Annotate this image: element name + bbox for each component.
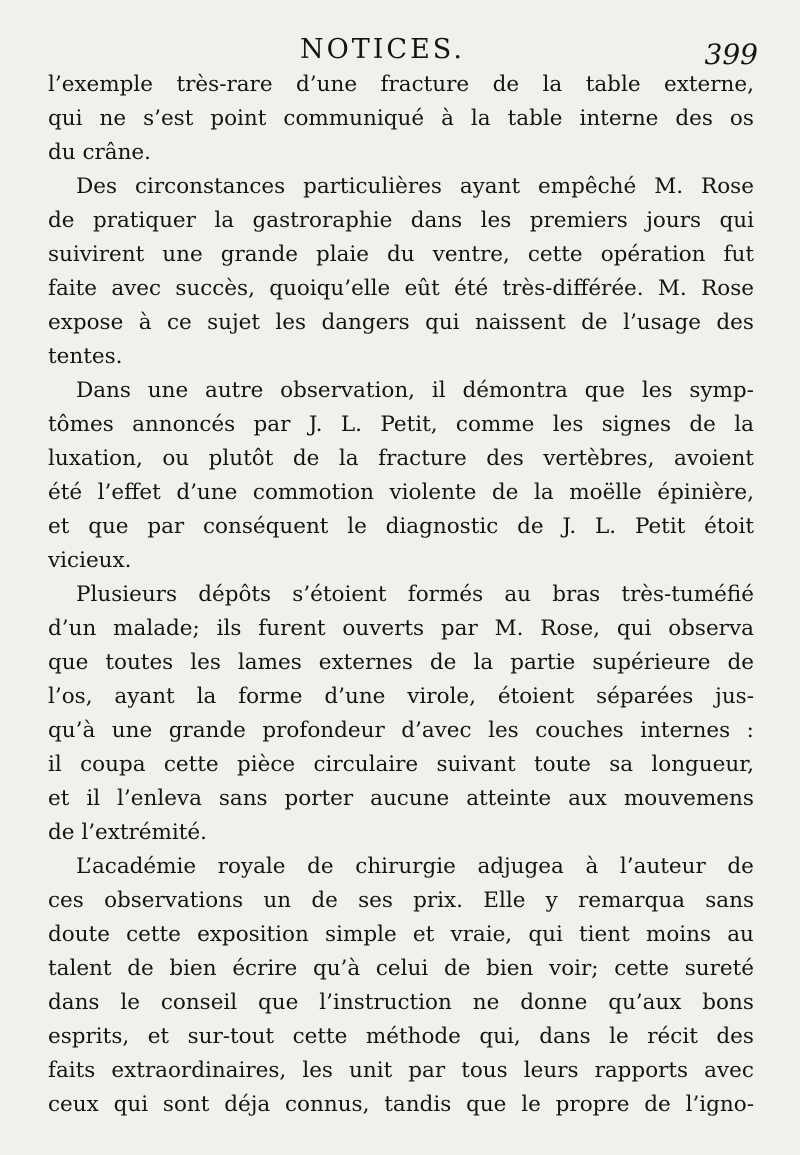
text-line: et il l’enleva sans porter aucune atteinte aux mouvemens [48, 786, 754, 811]
text-line: l’os, ayant la forme d’une virole, étoient séparées jus- [48, 684, 754, 709]
text-line: l’exemple très-rare d’une fracture de la table externe, [48, 72, 754, 97]
text-line: ceux qui sont déja connus, tandis que le propre de l’igno- [48, 1092, 754, 1117]
text-line: d’un malade; ils furent ouverts par M. Rose, qui observa [48, 616, 754, 641]
text-line: suivirent une grande plaie du ventre, cette opération fut [48, 242, 754, 267]
text-line: du crâne. [48, 140, 151, 165]
text-line: talent de bien écrire qu’à celui de bien voir; cette sureté [48, 956, 754, 981]
text-line: et que par conséquent le diagnostic de J. L. Petit étoit [48, 514, 754, 539]
text-line: L’académie royale de chirurgie adjugea à l’auteur de [76, 854, 754, 879]
text-line: faits extraordinaires, les unit par tous leurs rapports avec [48, 1058, 754, 1083]
text-line: expose à ce sujet les dangers qui naissent de l’usage des [48, 310, 754, 335]
text-line: Des circonstances particulières ayant empêché M. Rose [76, 174, 754, 199]
body-text [48, 68, 754, 1122]
text-line: tômes annoncés par J. L. Petit, comme les signes de la [48, 412, 754, 437]
text-line: dans le conseil que l’instruction ne donne qu’aux bons [48, 990, 754, 1015]
text-line: été l’effet d’une commotion violente de la moëlle épinière, [48, 480, 754, 505]
text-line: ces observations un de ses prix. Elle y remarqua sans [48, 888, 754, 913]
text-line: tentes. [48, 344, 123, 369]
text-line: doute cette exposition simple et vraie, qui tient moins au [48, 922, 754, 947]
page-number: 399 [704, 38, 758, 71]
text-line: qui ne s’est point communiqué à la table interne des os [48, 106, 754, 131]
text-line: Dans une autre observation, il démontra que les symp- [76, 378, 754, 403]
running-title: NOTICES. [300, 34, 465, 65]
text-line: Plusieurs dépôts s’étoient formés au bras très-tuméfié [76, 582, 754, 607]
text-line: que toutes les lames externes de la partie supérieure de [48, 650, 754, 675]
text-line: de l’extrémité. [48, 820, 207, 845]
text-line: qu’à une grande profondeur d’avec les couches internes : [48, 718, 754, 743]
text-line: il coupa cette pièce circulaire suivant toute sa longueur, [48, 752, 754, 777]
text-line: faite avec succès, quoiqu’elle eût été très-différée. M. Rose [48, 276, 754, 301]
text-line: esprits, et sur-tout cette méthode qui, dans le récit des [48, 1024, 754, 1049]
text-line: luxation, ou plutôt de la fracture des vertèbres, avoient [48, 446, 754, 471]
text-line: de pratiquer la gastroraphie dans les premiers jours qui [48, 208, 754, 233]
text-line: vicieux. [48, 548, 132, 573]
